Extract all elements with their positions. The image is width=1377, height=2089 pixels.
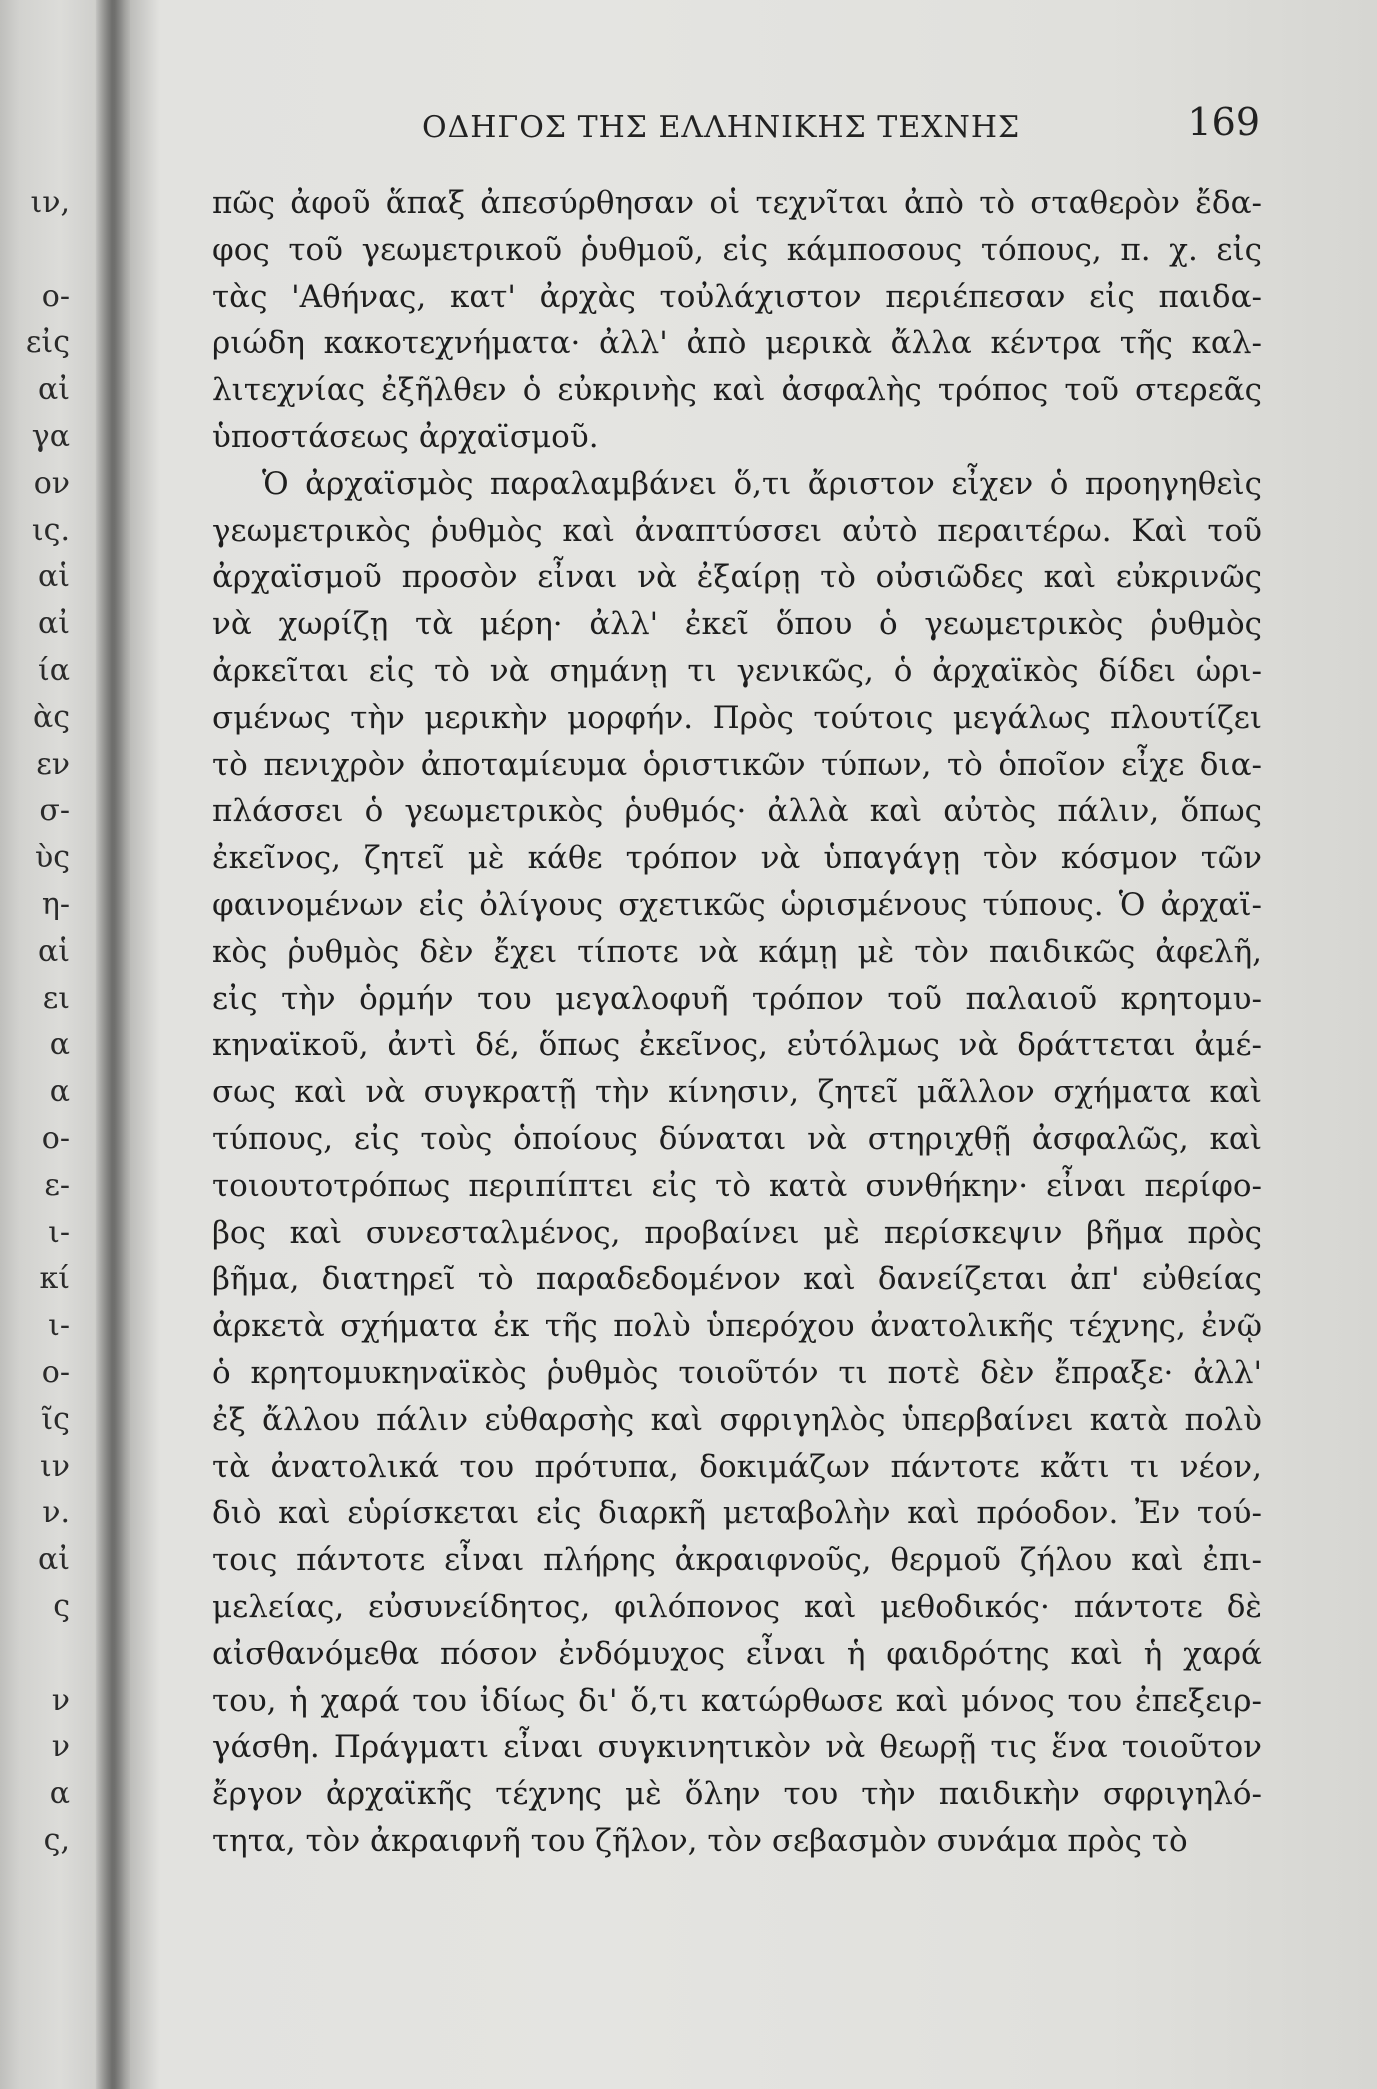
text-line: Ὁ ἀρχαϊσμὸς παραλαμβάνει ὅ,τι ἄριστον εἶχεν ὁ προηγηθεὶς: [262, 465, 1262, 502]
text-line: τὰ ἀνατολικά του πρότυπα, δοκιμάζων πάντοτε κἄτι τι νέον,: [212, 1448, 1262, 1485]
page-number: 169: [1187, 100, 1260, 144]
text-line: ὁ κρητομυκηναϊκὸς ῥυθμὸς τοιοῦτόν τι ποτὲ δὲν ἔπραξε· ἀλλ': [212, 1354, 1262, 1391]
text-line: γεωμετρικὸς ῥυθμὸς καὶ ἀναπτύσσει αὐτὸ περαιτέρω. Καὶ τοῦ: [212, 512, 1262, 549]
facing-page-fragment: α: [49, 1776, 70, 1812]
text-line: ἀρκεῖται εἰς τὸ νὰ σημάνῃ τι γενικῶς, ὁ ἀρχαϊκὸς δίδει ὡρι-: [212, 652, 1262, 689]
text-line: ἐκεῖνος, ζητεῖ μὲ κάθε τρόπον νὰ ὑπαγάγῃ τὸν κόσμον τῶν: [212, 840, 1262, 877]
text-line: φος τοῦ γεωμετρικοῦ ῥυθμοῦ, εἰς κάμποσους τόπους, π. χ. εἰς: [212, 231, 1262, 268]
text-line: μελείας, εὐσυνείδητος, φιλόπονος καὶ μεθοδικός· πάντοτε δὲ: [212, 1588, 1262, 1625]
facing-page-fragment: [0, 1631, 70, 1678]
text-line: κὸς ῥυθμὸς δὲν ἔχει τίποτε νὰ κάμῃ μὲ τὸν παιδικῶς ἀφελῆ,: [212, 933, 1262, 970]
facing-page-fragment: εἰς: [25, 325, 70, 361]
text-line: τητα, τὸν ἀκραιφνῆ του ζῆλον, τὸν σεβασμὸν συνάμα πρὸς τὸ: [212, 1822, 1188, 1859]
text-line: διὸ καὶ εὑρίσκεται εἰς διαρκῆ μεταβολὴν καὶ πρόοδον. Ἐν τού-: [212, 1495, 1262, 1532]
page-header: [200, 100, 1270, 150]
facing-page-fragment: κί: [39, 1261, 70, 1297]
text-line: φαινομένων εἰς ὀλίγους σχετικῶς ὡρισμένους τύπους. Ὁ ἀρχαϊ-: [212, 886, 1262, 923]
facing-page-fragment: αἰ: [37, 606, 70, 642]
text-line: βῆμα, διατηρεῖ τὸ παραδεδομένον καὶ δανείζεται ἀπ' εὐθείας: [212, 1261, 1262, 1298]
facing-page-fragment: ς,: [43, 1822, 70, 1858]
text-line: γάσθη. Πράγματι εἶναι συγκινητικὸν νὰ θεωρῇ τις ἕνα τοιοῦτον: [212, 1729, 1262, 1766]
facing-page-fragment: ὺς: [34, 840, 70, 876]
text-line: κηναϊκοῦ, ἀντὶ δέ, ὅπως ἐκεῖνος, εὐτόλμως νὰ δράττεται ἀμέ-: [212, 1027, 1262, 1064]
text-line: νὰ χωρίζῃ τὰ μέρη· ἀλλ' ἐκεῖ ὅπου ὁ γεωμετρικὸς ῥυθμὸς: [212, 606, 1262, 643]
facing-page-fragment: ει: [42, 980, 70, 1016]
text-line: βος καὶ συνεσταλμένος, προβαίνει μὲ περίσκεψιν βῆμα πρὸς: [212, 1214, 1262, 1251]
facing-page-fragment: αἱ: [37, 559, 70, 595]
text-line: τὰς 'Αθήνας, κατ' ἀρχὰς τοὐλάχιστον περιέπεσαν εἰς παιδα-: [212, 278, 1262, 315]
facing-page-fragment: ιν: [40, 1448, 70, 1484]
facing-page-fragment: ν: [51, 1729, 70, 1765]
facing-page-fragment: α: [49, 1027, 70, 1063]
text-line: λιτεχνίας ἐξῆλθεν ὁ εὐκρινὴς καὶ ἀσφαλὴς τρόπος τοῦ στερεᾶς: [212, 372, 1262, 409]
facing-page-fragment: ὰς: [32, 699, 70, 735]
facing-page-fragment: ις.: [31, 512, 70, 548]
facing-page-fragment: εν: [36, 746, 70, 782]
text-line: πῶς ἀφοῦ ἅπαξ ἀπεσύρθησαν οἱ τεχνῖται ἀπὸ τὸ σταθερὸν ἔδα-: [212, 185, 1262, 221]
facing-page-fragment: ν: [51, 1682, 70, 1718]
facing-page-fragment: ε-: [44, 1167, 70, 1203]
facing-page-fragment: αἱ: [37, 933, 70, 969]
text-line: τοιουτοτρόπως περιπίπτει εἰς τὸ κατὰ συνθήκην· εἶναι περίφο-: [212, 1167, 1262, 1204]
facing-page-fragment: ν.: [42, 1495, 70, 1531]
text-line: ἐξ ἄλλου πάλιν εὐθαρσὴς καὶ σφριγηλὸς ὑπερβαίνει κατὰ πολὺ: [212, 1401, 1262, 1438]
text-line: σως καὶ νὰ συγκρατῇ τὴν κίνησιν, ζητεῖ μᾶλλον σχήματα καὶ: [212, 1074, 1262, 1111]
running-head: ΟΔΗΓΟΣ ΤΗΣ ΕΛΛΗΝΙΚΗΣ ΤΕΧΝΗΣ: [422, 110, 1021, 145]
text-line: τοις πάντοτε εἶναι πλήρης ἀκραιφνοῦς, θερμοῦ ζήλου καὶ ἐπι-: [212, 1542, 1262, 1579]
text-line: πλάσσει ὁ γεωμετρικὸς ῥυθμός· ἀλλὰ καὶ αὐτὸς πάλιν, ὅπως: [212, 793, 1262, 830]
text-line: αἰσθανόμεθα πόσον ἐνδόμυχος εἶναι ἡ φαιδρότης καὶ ἡ χαρά: [212, 1635, 1262, 1672]
text-line: εἰς τὴν ὁρμήν του μεγαλοφυῆ τρόπον τοῦ παλαιοῦ κρητομυ-: [212, 980, 1262, 1017]
facing-page-fragment: γα: [31, 418, 70, 454]
text-line: του, ἡ χαρά του ἰδίως δι' ὅ,τι κατώρθωσε καὶ μόνος του ἐπεξειρ-: [212, 1682, 1262, 1719]
body-text: [212, 180, 1262, 1865]
text-line: ἀρχαϊσμοῦ προσὸν εἶναι νὰ ἐξαίρῃ τὸ οὐσιῶδες καὶ εὐκρινῶς: [212, 559, 1262, 596]
text-line: ὑποστάσεως ἀρχαϊσμοῦ.: [212, 418, 599, 455]
book-gutter-shadow: [96, 0, 130, 2089]
facing-page-fragment: ο-: [41, 1354, 70, 1390]
facing-page-fragment: [0, 227, 70, 274]
facing-page-fragment: αἰ: [37, 372, 70, 408]
text-line: τὸ πενιχρὸν ἀποταμίευμα ὁριστικῶν τύπων, τὸ ὁποῖον εἶχε δια-: [212, 746, 1262, 783]
facing-page-fragment: ς: [53, 1588, 70, 1624]
facing-page-fragment: ι-: [48, 1214, 70, 1250]
facing-page-fragment: ον: [33, 465, 70, 501]
facing-page-fragment: αἰ: [37, 1542, 70, 1578]
text-line: σμένως τὴν μερικὴν μορφήν. Πρὸς τούτοις μεγάλως πλουτίζει: [212, 699, 1262, 736]
facing-page-fragment: ῖς: [41, 1401, 70, 1437]
facing-page-fragment: η-: [41, 886, 70, 922]
facing-page-fragment: ο-: [41, 1120, 70, 1156]
facing-page-fragment: α: [49, 1074, 70, 1110]
text-line: τύπους, εἰς τοὺς ὁποίους δύναται νὰ στηριχθῇ ἀσφαλῶς, καὶ: [212, 1120, 1262, 1157]
facing-page-fragment: σ-: [39, 793, 70, 829]
facing-page-fragment: ία: [37, 652, 70, 688]
text-line: ἀρκετὰ σχήματα ἐκ τῆς πολὺ ὑπερόχου ἀνατολικῆς τέχνης, ἐνῷ: [212, 1308, 1262, 1345]
facing-page-fragment: ι-: [48, 1308, 70, 1344]
facing-page-fragment: ιν,: [30, 185, 70, 220]
text-line: ριώδη κακοτεχνήματα· ἀλλ' ἀπὸ μερικὰ ἄλλα κέντρα τῆς καλ-: [212, 325, 1262, 362]
facing-page-fragment: ο-: [41, 278, 70, 314]
facing-page-text-fragments: [0, 180, 70, 1865]
text-line: ἔργον ἀρχαϊκῆς τέχνης μὲ ὅλην του τὴν παιδικὴν σφριγηλό-: [212, 1776, 1262, 1813]
